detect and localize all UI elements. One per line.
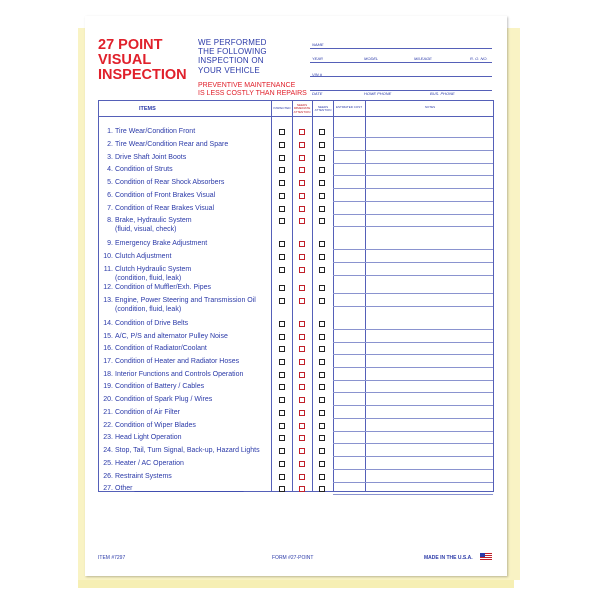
item-number-label: 22. (103, 422, 113, 429)
row-divider (333, 367, 493, 368)
list-item (99, 240, 269, 249)
row-divider (333, 443, 493, 444)
needs-attention-checkbox[interactable] (319, 423, 325, 429)
needs-attention-checkbox[interactable] (319, 410, 325, 416)
needs-immediate-checkbox[interactable] (299, 129, 305, 135)
list-item (99, 345, 269, 354)
needs-immediate-checkbox[interactable] (299, 142, 305, 148)
needs-attention-checkbox[interactable] (319, 218, 325, 224)
row-divider (333, 214, 493, 215)
needs-attention-checkbox[interactable] (319, 334, 325, 340)
needs-attention-checkbox[interactable] (319, 435, 325, 441)
list-item (99, 485, 269, 494)
list-item (99, 217, 269, 234)
item-label: A/C, P/S and alternator Pulley Noise (115, 333, 228, 340)
made-in-usa: MADE IN THE U.S.A. (424, 555, 473, 561)
needs-immediate-checkbox[interactable] (299, 298, 305, 304)
name-field-label: NAME (312, 42, 324, 47)
row-divider (333, 431, 493, 432)
inspected-checkbox[interactable] (279, 298, 285, 304)
needs-attention-checkbox[interactable] (319, 397, 325, 403)
item-label: Condition of Wiper Blades (115, 422, 196, 429)
performed-line: YOUR VEHICLE (198, 65, 260, 75)
inspected-checkbox[interactable] (279, 474, 285, 480)
inspected-checkbox[interactable] (279, 241, 285, 247)
inspected-checkbox[interactable] (279, 486, 285, 492)
list-item (99, 284, 269, 293)
column-divider (365, 101, 366, 491)
needs-immediate-checkbox[interactable] (299, 267, 305, 273)
inspected-checkbox[interactable] (279, 180, 285, 186)
inspected-checkbox[interactable] (279, 142, 285, 148)
item-label: Heater / AC Operation (115, 460, 184, 467)
item-label: Clutch Adjustment (115, 253, 172, 260)
needs-immediate-checkbox[interactable] (299, 321, 305, 327)
inspected-checkbox[interactable] (279, 254, 285, 260)
inspected-checkbox[interactable] (279, 372, 285, 378)
row-divider (333, 262, 493, 263)
us-flag-icon (480, 553, 492, 561)
item-label: Condition of Drive Belts (115, 320, 189, 327)
list-item (99, 383, 269, 392)
item-number-label: 1. (107, 128, 113, 135)
row-divider (333, 418, 493, 419)
needs-attention-checkbox[interactable] (319, 384, 325, 390)
date-field-label: DATE (312, 91, 323, 96)
estimated-cost-column-header: ESTIMATED COST (335, 105, 363, 109)
row-divider (333, 306, 493, 307)
performed-statement (198, 38, 267, 75)
item-label: Condition of Battery / Cables (115, 383, 205, 390)
list-item (99, 473, 269, 482)
list-item (99, 422, 269, 431)
mileage-field-label: MILEAGE (414, 56, 432, 61)
column-divider (271, 101, 272, 491)
list-item (99, 409, 269, 418)
list-item (99, 371, 269, 380)
needs-immediate-checkbox[interactable] (299, 448, 305, 454)
inspected-checkbox[interactable] (279, 448, 285, 454)
list-item (99, 205, 269, 214)
column-divider (292, 101, 293, 491)
inspected-checkbox[interactable] (279, 129, 285, 135)
needs-immediate-checkbox[interactable] (299, 218, 305, 224)
list-item (99, 447, 269, 456)
performed-line: INSPECTION ON (198, 56, 264, 66)
needs-immediate-checkbox[interactable] (299, 206, 305, 212)
list-item (99, 297, 269, 314)
row-divider (333, 482, 493, 483)
bus-phone-field-label: BUS. PHONE (430, 91, 455, 96)
row-divider (333, 137, 493, 138)
item-number-label: 19. (103, 383, 113, 390)
needs-attention-checkbox[interactable] (319, 241, 325, 247)
needs-attention-checkbox[interactable] (319, 359, 325, 365)
needs-immediate-checkbox[interactable] (299, 359, 305, 365)
needs-attention-checkbox[interactable] (319, 321, 325, 327)
list-item (99, 396, 269, 405)
needs-attention-checkbox[interactable] (319, 486, 325, 492)
needs-immediate-checkbox[interactable] (299, 334, 305, 340)
item-number-label: 10. (103, 253, 113, 260)
item-label: Condition of Radiator/Coolant (115, 345, 207, 352)
ro-field-label: R. O. NO. (470, 56, 488, 61)
needs-attention-checkbox[interactable] (319, 461, 325, 467)
row-divider (333, 469, 493, 470)
row-divider (333, 342, 493, 343)
inspected-checkbox[interactable] (279, 359, 285, 365)
item-number-label: 9. (107, 240, 113, 247)
row-divider (333, 275, 493, 276)
needs-attention-checkbox[interactable] (319, 129, 325, 135)
needs-immediate-checkbox[interactable] (299, 474, 305, 480)
needs-immediate-checkbox[interactable] (299, 435, 305, 441)
item-number-label: 13. (103, 297, 113, 304)
needs-attention-checkbox[interactable] (319, 206, 325, 212)
column-divider (333, 101, 334, 491)
table-header-row (99, 101, 493, 117)
form-title (98, 38, 187, 83)
needs-immediate-checkbox[interactable] (299, 372, 305, 378)
preventive-line: PREVENTIVE MAINTENANCE (198, 82, 296, 89)
row-divider (333, 226, 493, 227)
item-label: Drive Shaft Joint Boots (115, 154, 187, 161)
year-field-label: YEAR (312, 56, 323, 61)
home-phone-field-label: HOME PHONE (364, 91, 392, 96)
needs-immediate-checkbox[interactable] (299, 461, 305, 467)
inspected-checkbox[interactable] (279, 397, 285, 403)
needs-attention-checkbox[interactable] (319, 193, 325, 199)
needs-attention-column-header: NEEDS ATTENTION (314, 105, 332, 113)
item-number-label: 20. (103, 396, 113, 403)
needs-attention-checkbox[interactable] (319, 285, 325, 291)
needs-attention-checkbox[interactable] (319, 474, 325, 480)
needs-attention-checkbox[interactable] (319, 254, 325, 260)
needs-immediate-checkbox[interactable] (299, 486, 305, 492)
vin-field-line[interactable] (310, 76, 492, 77)
needs-immediate-column-header: NEEDS IMMEDIATE ATTENTION (293, 103, 311, 114)
needs-immediate-checkbox[interactable] (299, 346, 305, 352)
needs-immediate-checkbox[interactable] (299, 180, 305, 186)
notes-column-header: NOTES (424, 105, 436, 109)
item-label: Head Light Operation (115, 434, 182, 441)
item-label: Emergency Brake Adjustment (115, 240, 208, 247)
list-item (99, 460, 269, 469)
item-label: Condition of Air Filter (115, 409, 180, 416)
row-divider (333, 329, 493, 330)
item-number-label: 6. (107, 192, 113, 199)
needs-attention-checkbox[interactable] (319, 267, 325, 273)
item-label: Stop, Tail, Turn Signal, Back-up, Hazard Lights (115, 447, 260, 454)
item-label: Condition of Muffler/Exh. Pipes (115, 284, 211, 291)
item-number-label: 8. (107, 217, 113, 224)
title-line: INSPECTION (98, 67, 187, 83)
row-divider (333, 175, 493, 176)
inspected-checkbox[interactable] (279, 155, 285, 161)
items-column-header: ITEMS (139, 106, 156, 112)
preventive-note (198, 82, 307, 98)
inspected-checkbox[interactable] (279, 423, 285, 429)
column-divider (312, 101, 313, 491)
row-divider (333, 456, 493, 457)
needs-immediate-checkbox[interactable] (299, 193, 305, 199)
preventive-line: IS LESS COSTLY THAN REPAIRS (198, 90, 307, 97)
contact-field-line[interactable] (310, 90, 492, 91)
item-number-label: 25. (103, 460, 113, 467)
inspected-checkbox[interactable] (279, 167, 285, 173)
vin-field-label: VIN # (312, 72, 323, 77)
performed-line: WE PERFORMED (198, 38, 267, 47)
inspected-checkbox[interactable] (279, 461, 285, 467)
item-label: Condition of Rear Brakes Visual (115, 205, 215, 212)
needs-attention-checkbox[interactable] (319, 180, 325, 186)
item-label: Tire Wear/Condition Front (115, 128, 196, 135)
inspected-checkbox[interactable] (279, 435, 285, 441)
item-number-label: 2. (107, 141, 113, 148)
needs-immediate-checkbox[interactable] (299, 241, 305, 247)
title-line: VISUAL (98, 52, 152, 68)
list-item (99, 434, 269, 443)
list-item (99, 253, 269, 262)
item-label: Other ____________________________ (115, 485, 244, 492)
row-divider (333, 380, 493, 381)
list-item (99, 333, 269, 342)
item-label: (fluid, visual, check) (115, 225, 177, 233)
item-number: ITEM #7297 (98, 555, 126, 561)
item-number-label: 3. (107, 154, 113, 161)
item-label: Condition of Rear Shock Absorbers (115, 179, 225, 186)
list-item (99, 179, 269, 188)
item-label: (condition, fluid, leak) (115, 274, 182, 282)
item-number-label: 23. (103, 434, 113, 441)
list-item (99, 141, 269, 150)
needs-attention-checkbox[interactable] (319, 448, 325, 454)
needs-immediate-checkbox[interactable] (299, 254, 305, 260)
item-number-label: 16. (103, 345, 113, 352)
needs-attention-checkbox[interactable] (319, 346, 325, 352)
item-label: Restraint Systems (115, 473, 172, 480)
name-field-line[interactable] (310, 48, 492, 49)
needs-attention-checkbox[interactable] (319, 155, 325, 161)
item-label: Clutch Hydraulic System (115, 266, 192, 273)
item-label: Condition of Heater and Radiator Hoses (115, 358, 240, 365)
item-number-label: 26. (103, 473, 113, 480)
needs-immediate-checkbox[interactable] (299, 155, 305, 161)
performed-line: THE FOLLOWING (198, 47, 267, 57)
item-number-label: 17. (103, 358, 113, 365)
row-divider (333, 163, 493, 164)
item-number-label: 7. (107, 205, 113, 212)
list-item (99, 166, 269, 175)
item-label: (condition, fluid, leak) (115, 305, 182, 313)
needs-attention-checkbox[interactable] (319, 372, 325, 378)
item-number-label: 24. (103, 447, 113, 454)
needs-attention-checkbox[interactable] (319, 142, 325, 148)
item-label: Tire Wear/Condition Rear and Spare (115, 141, 229, 148)
item-number-label: 4. (107, 166, 113, 173)
needs-immediate-checkbox[interactable] (299, 285, 305, 291)
form-number: FORM #27-POINT (272, 555, 314, 561)
row-divider (333, 494, 493, 495)
inspected-checkbox[interactable] (279, 334, 285, 340)
item-label: Engine, Power Steering and Transmission Oil (115, 297, 256, 304)
item-label: Condition of Struts (115, 166, 173, 173)
item-number-label: 21. (103, 409, 113, 416)
item-label: Brake, Hydraulic System (115, 217, 192, 224)
needs-attention-checkbox[interactable] (319, 167, 325, 173)
inspection-table (98, 100, 494, 492)
item-number-label: 12. (103, 284, 113, 291)
title-line: 27 POINT (98, 37, 163, 53)
list-item (99, 320, 269, 329)
vehicle-field-line[interactable] (310, 62, 492, 63)
inspected-checkbox[interactable] (279, 193, 285, 199)
inspected-checkbox[interactable] (279, 384, 285, 390)
model-field-label: MODEL (364, 56, 379, 61)
row-divider (333, 405, 493, 406)
row-divider (333, 392, 493, 393)
needs-immediate-checkbox[interactable] (299, 397, 305, 403)
needs-immediate-checkbox[interactable] (299, 410, 305, 416)
item-number-label: 5. (107, 179, 113, 186)
item-label: Condition of Spark Plug / Wires (115, 396, 213, 403)
inspected-column-header: INSPECTED (273, 106, 291, 110)
item-number-label: 15. (103, 333, 113, 340)
inspected-checkbox[interactable] (279, 218, 285, 224)
inspected-checkbox[interactable] (279, 410, 285, 416)
inspected-checkbox[interactable] (279, 321, 285, 327)
list-item (99, 266, 269, 283)
row-divider (333, 354, 493, 355)
inspected-checkbox[interactable] (279, 267, 285, 273)
item-number-label: 14. (103, 320, 113, 327)
row-divider (333, 293, 493, 294)
needs-immediate-checkbox[interactable] (299, 167, 305, 173)
item-label: Condition of Front Brakes Visual (115, 192, 216, 199)
needs-immediate-checkbox[interactable] (299, 384, 305, 390)
list-item (99, 358, 269, 367)
row-divider (333, 249, 493, 250)
row-divider (333, 201, 493, 202)
inspected-checkbox[interactable] (279, 285, 285, 291)
list-item (99, 192, 269, 201)
needs-immediate-checkbox[interactable] (299, 423, 305, 429)
list-item (99, 128, 269, 137)
row-divider (333, 188, 493, 189)
inspected-checkbox[interactable] (279, 346, 285, 352)
inspected-checkbox[interactable] (279, 206, 285, 212)
list-item (99, 154, 269, 163)
item-number-label: 18. (103, 371, 113, 378)
item-label: Interior Functions and Controls Operation (115, 371, 244, 378)
item-number-label: 11. (103, 266, 113, 273)
item-number-label: 27. (103, 485, 113, 492)
row-divider (333, 150, 493, 151)
needs-attention-checkbox[interactable] (319, 298, 325, 304)
